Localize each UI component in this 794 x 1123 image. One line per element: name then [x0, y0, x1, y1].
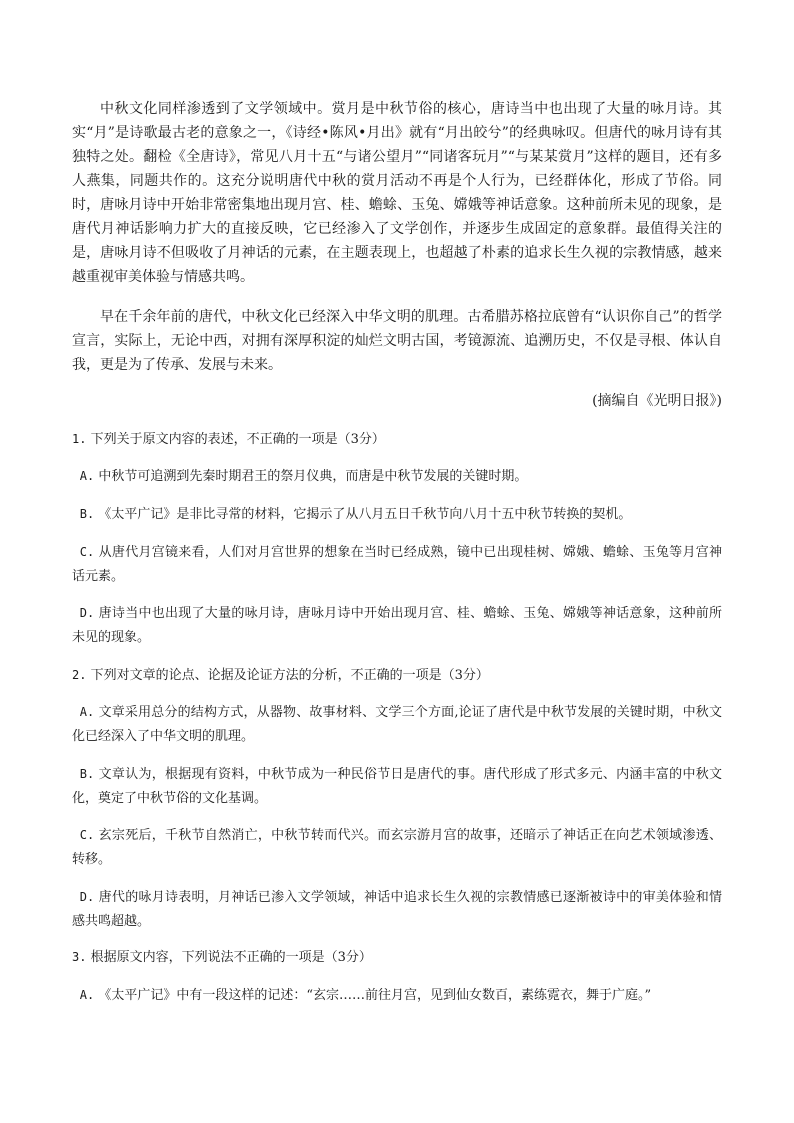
option-text: 中秋节可追溯到先秦时期君王的祭月仪典，而唐是中秋节发展的关键时期。	[98, 469, 528, 484]
question-number: 2.	[72, 668, 87, 682]
passage-source: (摘编自《光明日报》)	[592, 393, 722, 409]
question-text: 根据原文内容，下列说法不正确的一项是（3分）	[90, 950, 372, 965]
question-2-option-c	[72, 823, 722, 872]
question-1-option-b	[72, 502, 722, 527]
option-label: A.	[79, 988, 95, 1002]
option-text: 从唐代月宫镜来看，人们对月宫世界的想象在当时已经成熟，镜中已出现桂树、嫦娥、蟾蜍、玉兔等月宫神话元素。	[72, 545, 722, 584]
option-label: C.	[79, 828, 95, 842]
question-text: 下列关于原文内容的表述，不正确的一项是（3分）	[90, 432, 385, 447]
option-text: 玄宗死后，千秋节自然消亡，中秋节转而代兴。而玄宗游月宫的故事，还暗示了神话正在向艺术领域渗透、转移。	[72, 828, 722, 867]
option-text: 《太平广记》中有一段这样的记述：“玄宗……前往月宫，见到仙女数百，素练霓衣，舞于广庭。”	[98, 988, 652, 1003]
question-2-option-d	[72, 885, 722, 934]
question-3-stem	[72, 945, 722, 970]
option-label: D.	[79, 606, 95, 620]
question-1-option-d	[72, 601, 722, 650]
passage-paragraph-1: 中秋文化同样渗透到了文学领域中。赏月是中秋节俗的核心，唐诗当中也出现了大量的咏月诗。其实“月”是诗歌最古老的意象之一，《诗经•陈风•月出》就有“月出皎兮”的经典咏叹。但唐代的咏月诗有其独特之处。翻检《全唐诗》，常见八月十五“与诸公望月”“同诸客玩月”“与某某赏月”这样的题目，还有多人燕集，同题共作的。这充分说明唐代中秋的赏月活动不再是个人行为，已经群体化，形成了节俗。同时，唐咏月诗中开始非常密集地出现月宫、桂、蟾蜍、玉兔、嫦娥等神话意象。这种前所未见的现象，是唐代月神话影响力扩大的直接反映，它已经渗入了文学创作，并逐步生成固定的意象群。最值得关注的是，唐咏月诗不但吸收了月神话的元素，在主题表现上，也超越了朴素的追求长生久视的宗教情感，越来越重视审美体验与情感共鸣。	[72, 101, 722, 285]
option-label: A.	[79, 469, 95, 483]
passage-paragraph-2: 早在千余年前的唐代，中秋文化已经深入中华文明的肌理。古希腊苏格拉底曾有“认识你自己”的哲学宣言，实际上，无论中西，对拥有深厚积淀的灿烂文明古国，考镜源流、追溯历史，不仅是寻根、体认自我，更是为了传承、发展与未来。	[72, 309, 722, 373]
option-text: 唐代的咏月诗表明，月神话已渗入文学领域，神话中追求长生久视的宗教情感已逐渐被诗中的审美体验和情感共鸣超越。	[72, 890, 722, 929]
question-2-option-a	[72, 700, 722, 749]
option-text: 《太平广记》是非比寻常的材料，它揭示了从八月五日千秋节向八月十五中秋节转换的契机。	[98, 507, 632, 522]
option-label: C.	[79, 545, 95, 559]
question-number: 3.	[72, 950, 87, 964]
option-label: A.	[79, 705, 95, 719]
question-1-option-a	[72, 464, 722, 489]
question-text: 下列对文章的论点、论据及论证方法的分析，不正确的一项是（3分）	[90, 668, 489, 683]
question-3-option-a	[72, 983, 722, 1008]
option-text: 唐诗当中也出现了大量的咏月诗，唐咏月诗中开始出现月宫、桂、蟾蜍、玉兔、嫦娥等神话意象，这种前所未见的现象。	[72, 606, 722, 645]
question-1-stem	[72, 427, 722, 452]
option-label: B.	[79, 767, 95, 781]
question-number: 1.	[72, 432, 87, 446]
question-1-option-c	[72, 540, 722, 589]
option-label: B.	[79, 507, 95, 521]
question-2-option-b	[72, 762, 722, 811]
option-label: D.	[79, 890, 95, 904]
question-2-stem	[72, 663, 722, 688]
option-text: 文章认为，根据现有资料，中秋节成为一种民俗节日是唐代的事。唐代形成了形式多元、内涵丰富的中秋文化，奠定了中秋节俗的文化基调。	[72, 767, 722, 806]
option-text: 文章采用总分的结构方式，从器物、故事材料、文学三个方面,论证了唐代是中秋节发展的关键时期，中秋文化已经深入了中华文明的肌理。	[72, 705, 722, 744]
